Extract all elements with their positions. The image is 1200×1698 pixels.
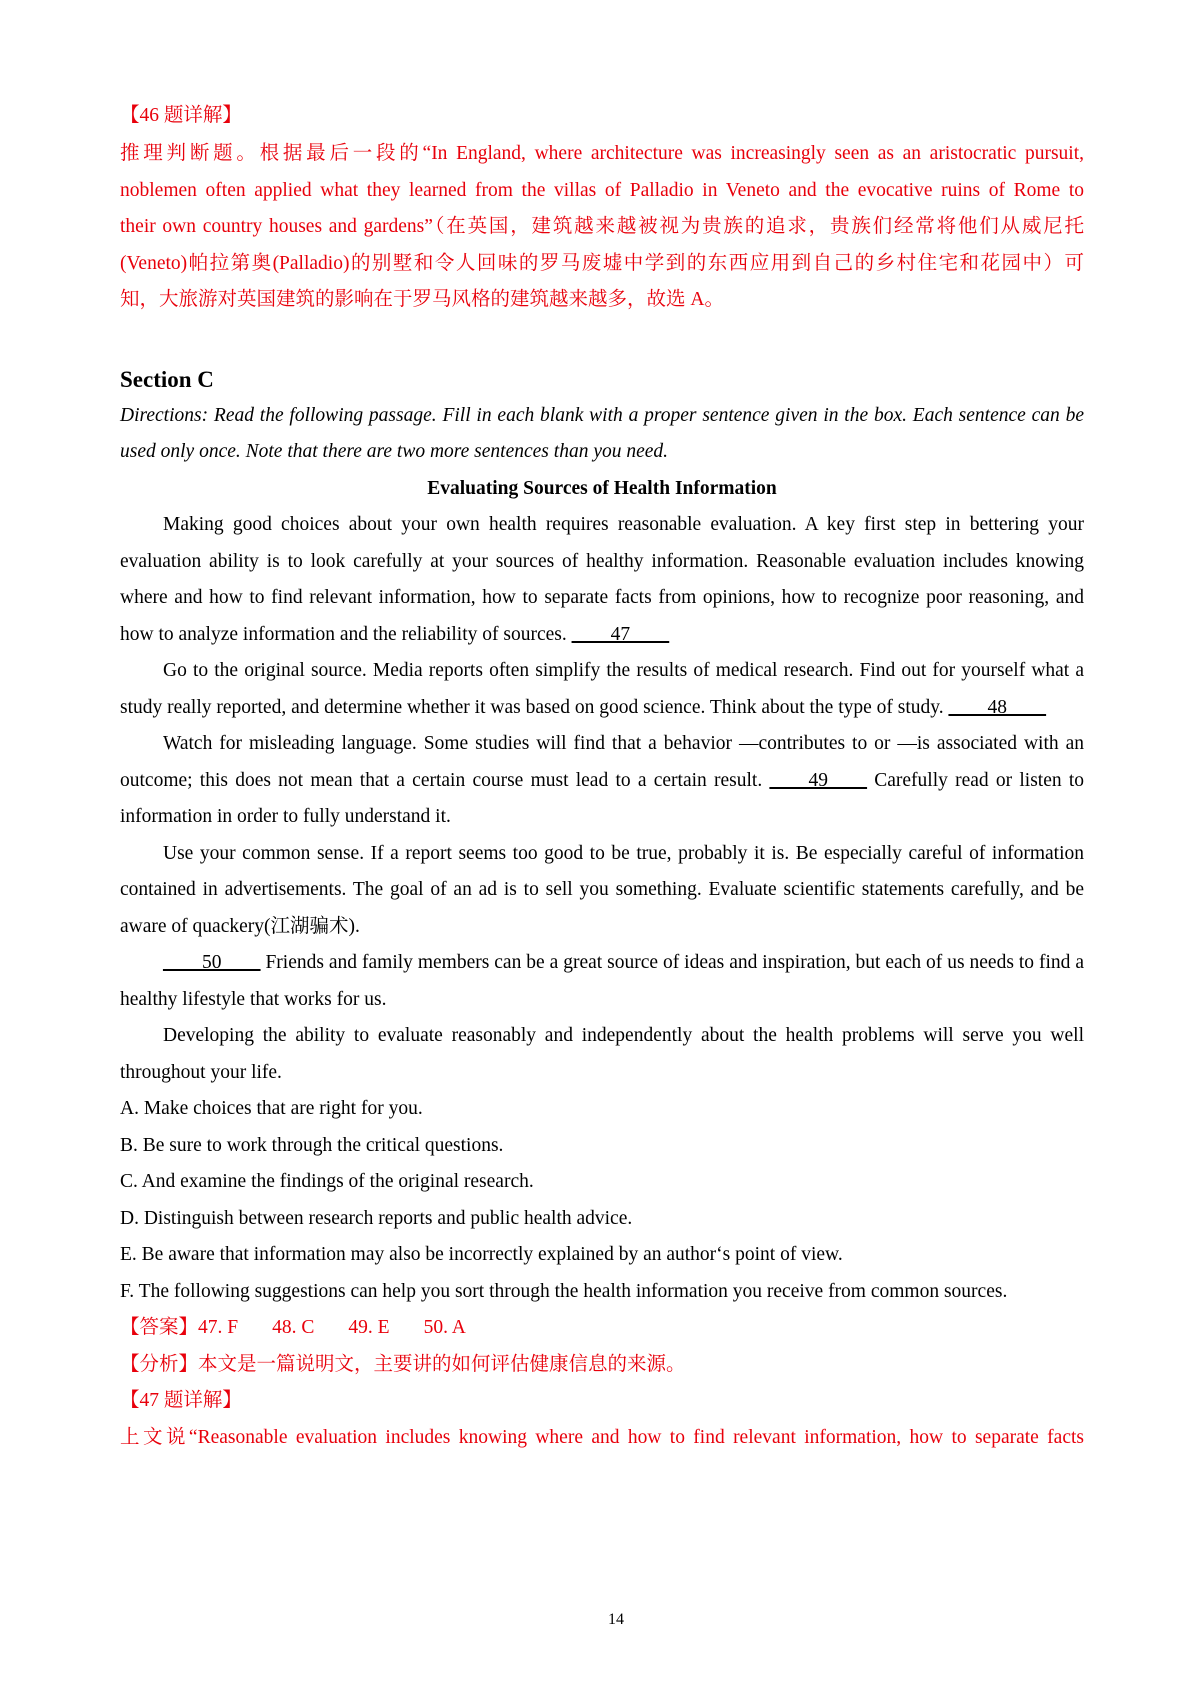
answer-item: 48. C	[272, 1317, 315, 1338]
analysis: 【分析】本文是一篇说明文，主要讲的如何评估健康信息的来源。	[120, 1353, 686, 1375]
blank-50: ____50____	[163, 952, 261, 973]
paragraph-text: Go to the original source. Media reports often simplify the results of medical research. Find out for yourself what a study really reported, and determine whether it was based on good science. Think about the type of study.	[120, 660, 1084, 718]
answer-item: 50. A	[423, 1317, 466, 1338]
blank-49: ____49____	[769, 769, 867, 791]
option-b: B. Be sure to work through the critical questions.	[120, 1134, 504, 1156]
q46-line-5: 知，大旅游对英国建筑的影响在于罗马风格的建筑越来越多，故选 A。	[120, 289, 724, 310]
passage-paragraph-3	[120, 726, 1084, 836]
passage-paragraph-5	[120, 945, 1084, 1018]
passage-paragraph-4	[120, 836, 1084, 946]
option-c: C. And examine the findings of the original research.	[120, 1171, 534, 1192]
page-number: 14	[608, 1611, 624, 1628]
paragraph-text: Making good choices about your own health requires reasonable evaluation. A key first step in bettering your evaluation ability is to look carefully at your sources of healthy information. Reasonable evaluation includes knowing where and how to find relevant information, how to separate facts from opinions, how to recognize poor reasoning, and how to analyze information and the reliability of sources.	[120, 514, 1084, 645]
option-a: A. Make choices that are right for you.	[120, 1098, 423, 1119]
paragraph-text: Friends and family members can be a great source of ideas and inspiration, but each of us needs to find a healthy lifestyle that works for us.	[120, 952, 1084, 1010]
answer-item: 47. F	[198, 1317, 239, 1338]
section-title: Section C	[120, 366, 214, 392]
option-e: E. Be aware that information may also be incorrectly explained by an author‘s point of view.	[120, 1244, 843, 1265]
q46-line-4: (Veneto)帕拉第奥(Palladio)的别墅和令人回味的罗马废墟中学到的东西应用到自己的乡村住宅和花园中）可	[120, 252, 1084, 274]
passage-paragraph-6	[120, 1018, 1084, 1091]
passage-paragraph-1	[120, 507, 1084, 653]
q46-line-2: noblemen often applied what they learned from the villas of Palladio in Veneto and the evocative ruins of Rome to	[120, 179, 1084, 201]
answer-line	[120, 1310, 1084, 1347]
q46-line-1: 推理判断题。根据最后一段的“In England, where architecture was increasingly seen as an aristocratic pursuit,	[120, 143, 1084, 164]
document-page	[120, 96, 1084, 1456]
blank-48: ____48____	[948, 696, 1047, 718]
option-f: F. The following suggestions can help you sort through the health information you receive from common sources.	[120, 1280, 1008, 1302]
q47-heading: 【47 题详解】	[120, 1390, 242, 1411]
paragraph-text: Watch for misleading language. Some studies will find that a behavior ―contributes to or ―is associated with an outcome; this does not mean that a certain course must lead to a certain result.	[120, 733, 1084, 791]
passage-title: Evaluating Sources of Health Information	[427, 477, 777, 499]
option-d: D. Distinguish between research reports and public health advice.	[120, 1207, 633, 1229]
answer-item: 49. E	[348, 1317, 390, 1338]
directions: Directions: Read the following passage. Fill in each blank with a proper sentence given in the box. Each sentence can be used only once. Note that there are two more sentences than you need.	[120, 404, 1084, 462]
blank-47: ____47____	[571, 623, 670, 645]
q46-heading: 【46 题详解】	[120, 105, 242, 126]
q46-line-3: their own country houses and gardens”（在英国，建筑越来越被视为贵族的追求，贵族们经常将他们从威尼托	[120, 216, 1084, 237]
paragraph-text: Carefully read or listen to information in order to fully understand it.	[120, 769, 1085, 827]
paragraph-text: Developing the ability to evaluate reasonably and independently about the health problems will serve you well throughout your life.	[120, 1025, 1084, 1083]
paragraph-text: Use your common sense. If a report seems too good to be true, probably it is. Be especially careful of information contained in advertisements. The goal of an ad is to sell you something. Evaluate scientific statements carefully, and be aware of quackery(江湖骗术).	[120, 842, 1084, 937]
answer-label: 【答案】	[120, 1317, 199, 1338]
passage-paragraph-2	[120, 653, 1084, 726]
q47-line-1: 上文说“Reasonable evaluation includes knowing where and how to find relevant information, how to separate facts	[120, 1426, 1084, 1448]
